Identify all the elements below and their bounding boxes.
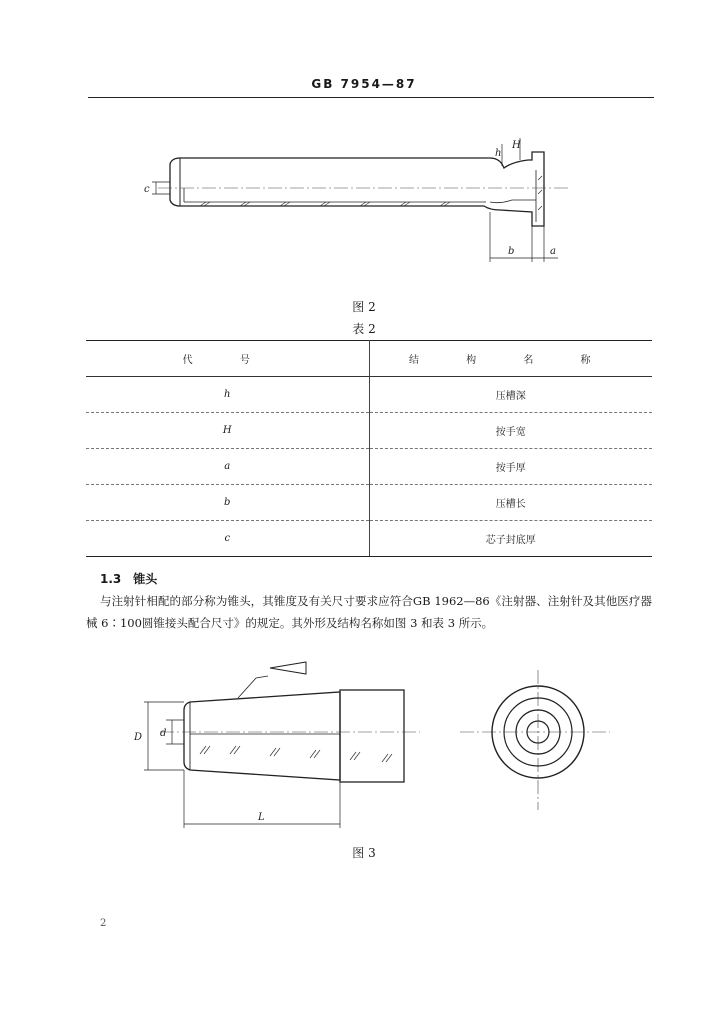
row-name: 芯子封底厚 <box>369 521 652 557</box>
standard-code: GB 7954—87 <box>311 77 417 91</box>
header-rule <box>88 97 654 98</box>
table-2-header-code: 代 号 <box>86 341 369 377</box>
figure-2-drawing <box>140 130 580 270</box>
row-code: c <box>86 521 369 557</box>
section-paragraph: 与注射针相配的部分称为锥头，其锥度及有关尺寸要求应符合GB 1962—86《注射器、注射针及其他医疗器械 6∶100圆锥接头配合尺寸》的规定。其外形及结构名称如图 3 和表 3 所示。 <box>86 594 652 630</box>
label-h: h <box>495 148 502 159</box>
table-row <box>86 377 652 413</box>
label-D: D <box>134 732 143 743</box>
page-number: 2 <box>100 918 107 929</box>
table-row <box>86 413 652 449</box>
section-number: 1.3 <box>100 572 122 586</box>
row-name: 按手宽 <box>369 413 652 449</box>
label-b: b <box>508 246 515 257</box>
section-title: 锥头 <box>133 572 158 586</box>
label-d: d <box>160 728 167 739</box>
label-H: H <box>512 140 521 151</box>
row-code: h <box>86 377 369 413</box>
section-heading <box>100 570 157 587</box>
table-2-title: 表 2 <box>352 322 376 336</box>
figure-2-caption: 图 2 <box>352 300 376 314</box>
row-code: a <box>86 449 369 485</box>
table-2-header-name: 结 构 名 称 <box>369 341 652 377</box>
figure-3-drawing <box>120 650 620 840</box>
label-a: a <box>550 246 556 257</box>
row-code: b <box>86 485 369 521</box>
table-2 <box>86 340 652 557</box>
row-code: H <box>86 413 369 449</box>
label-c: c <box>144 184 150 195</box>
row-name: 压槽长 <box>369 485 652 521</box>
table-row <box>86 485 652 521</box>
row-name: 按手厚 <box>369 449 652 485</box>
row-name: 压槽深 <box>369 377 652 413</box>
table-row <box>86 449 652 485</box>
label-L: L <box>258 812 265 823</box>
figure-3-caption: 图 3 <box>352 846 376 860</box>
table-row <box>86 521 652 557</box>
